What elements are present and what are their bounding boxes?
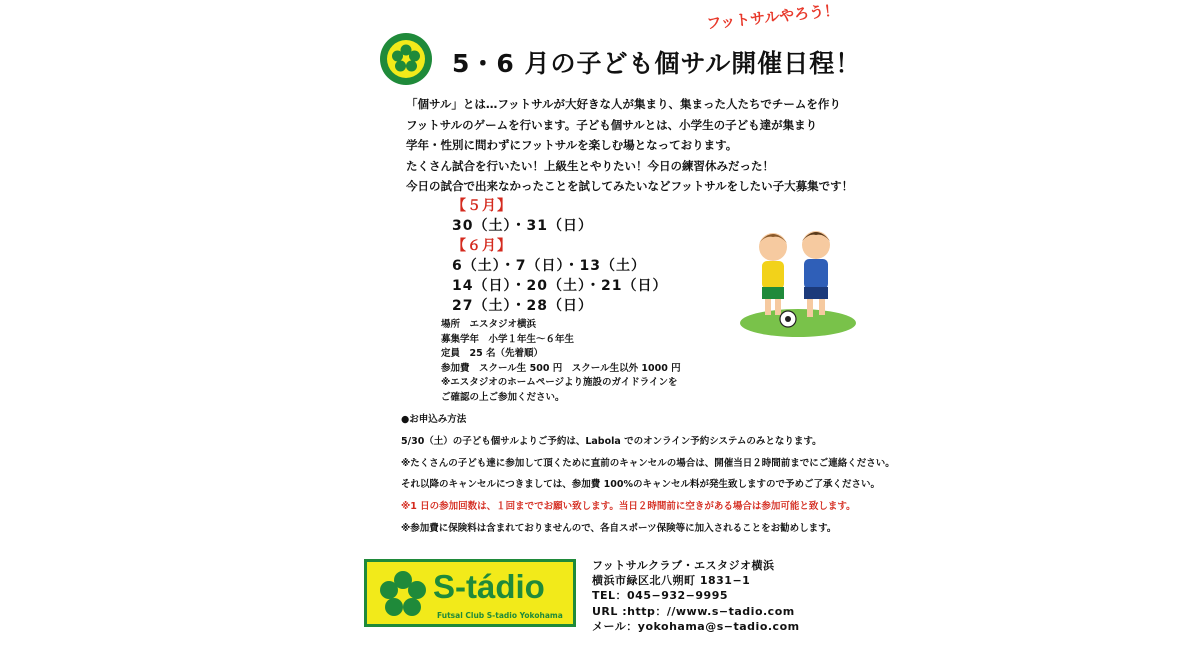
application-info	[401, 409, 895, 540]
info-line: 定員 25 名（先着順）	[441, 348, 544, 359]
june-dates: 6（土）・7（日）・13（土）	[452, 258, 646, 274]
club-emblem-icon	[379, 32, 433, 86]
intro-line: 「個サル」とは…フットサルが大好きな人が集まり、集まった人たちでチームを作り	[406, 97, 841, 111]
info-line: 場所 エスタジオ横浜	[441, 319, 537, 330]
intro-line: 学年・性別に問わずにフットサルを楽しむ場となっております。	[406, 138, 738, 152]
may-header: 【５月】	[452, 198, 512, 214]
intro-line: たくさん試合を行いたい！上級生とやりたい！今日の練習休みだった！	[406, 158, 774, 173]
apply-line: それ以降のキャンセルにつきましては、参加費 100%のキャンセル料が発生致しますので予めご了承ください。	[401, 479, 880, 491]
event-info	[441, 318, 681, 405]
info-line: ※エスタジオのホームページより施設のガイドラインを	[441, 377, 678, 388]
contact-line: TEL：045−932−9995	[592, 589, 728, 603]
contact-line: 横浜市緑区北八朔町 1831−1	[592, 574, 751, 588]
contact-line: フットサルクラブ・エスタジオ横浜	[592, 559, 775, 572]
apply-line: ※参加費に保険料は含まれておりませんので、各自スポーツ保険等に加入されることをお勧めします。	[401, 522, 837, 534]
schedule	[452, 196, 667, 316]
intro-line: 今日の試合で出来なかったことを試してみたいなどフットサルをしたい子大募集です！	[406, 179, 854, 193]
brand-subtitle: Futsal Club S-tadio Yokohama	[437, 611, 563, 620]
june-header: 【６月】	[452, 238, 512, 254]
may-dates: 30（土）・31（日）	[452, 218, 593, 234]
info-line: 募集学年 小学１年生～６年生	[441, 333, 575, 345]
june-dates: 27（土）・28（日）	[452, 298, 593, 314]
soccer-kids-illustration	[738, 215, 858, 340]
contact-email[interactable]: メール：yokohama@s−tadio.com	[592, 619, 800, 633]
apply-line: ※たくさんの子ども達に参加して頂くために直前のキャンセルの場合は、開催当日２時間前までにご連絡ください。	[401, 457, 895, 469]
brand-name: S-tádio	[433, 568, 545, 605]
contact-info	[592, 558, 800, 634]
page-title: 5・6 月の子ども個サル開催日程！	[452, 49, 862, 78]
contact-url[interactable]: URL :http：//www.s−tadio.com	[592, 604, 795, 618]
brand-logo-box	[364, 559, 576, 627]
june-dates: 14（日）・20（土）・21（日）	[452, 278, 668, 294]
apply-heading: ●お申込み方法	[401, 414, 467, 425]
tagline: フットサルやろう！	[705, 1, 840, 33]
info-line: ご確認の上ご参加ください。	[441, 391, 565, 403]
apply-line: 5/30（土）の子ども個サルよりご予約は、Labola でのオンライン予約システムのみとなります。	[401, 435, 822, 447]
brand-flower-logo-icon	[377, 569, 429, 621]
info-line: 参加費 スクール生 500 円 スクール生以外 1000 円	[441, 362, 681, 374]
apply-line-warning: ※1 日の参加回数は、１回まででお願い致します。当日２時間前に空きがある場合は参加可能と致します。	[401, 501, 856, 513]
intro-text	[406, 94, 853, 197]
intro-line: フットサルのゲームを行います。子ども個サルとは、小学生の子ども達が集まり	[406, 117, 818, 132]
